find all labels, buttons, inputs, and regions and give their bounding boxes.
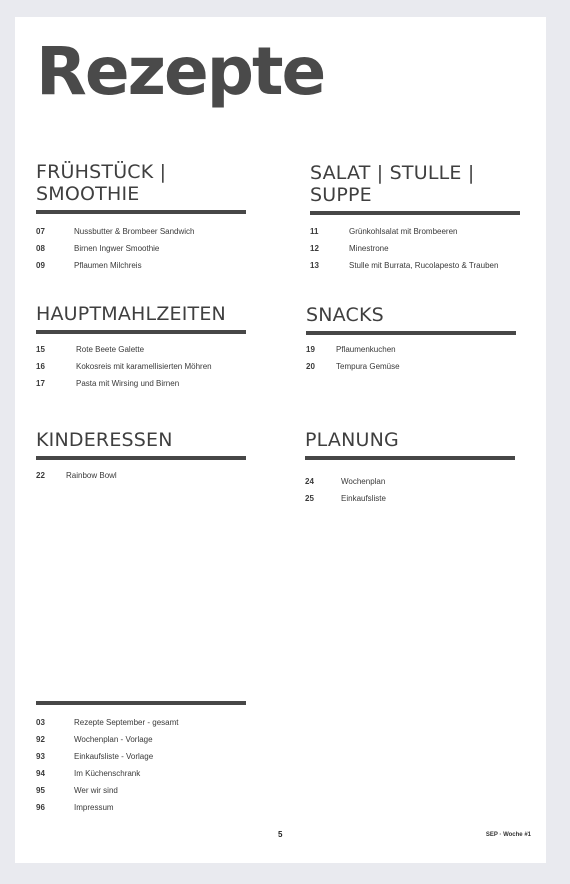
section-rule: [310, 211, 520, 215]
toc-page-number: 92: [36, 735, 45, 744]
section-planung: [305, 429, 515, 507]
toc-page-number: 93: [36, 752, 45, 761]
toc-item-label: Im Küchenschrank: [74, 769, 141, 778]
toc-item-label: Pflaumenkuchen: [336, 345, 396, 354]
toc-item-label: Pflaumen Milchreis: [74, 261, 142, 270]
page-number: 5: [278, 830, 283, 839]
section-heading: SALAT | STULLE | SUPPE: [310, 162, 475, 206]
toc-page-number: 24: [305, 477, 314, 486]
section-salat: [310, 162, 520, 274]
toc-item-label: Rezepte September - gesamt: [74, 718, 179, 727]
section-rule: [36, 701, 246, 705]
section-rule: [36, 330, 246, 334]
toc-item[interactable]: [36, 748, 246, 765]
toc-item[interactable]: [306, 358, 516, 375]
page-title: Rezepte: [36, 33, 325, 110]
toc-item[interactable]: [36, 731, 246, 748]
toc-item[interactable]: [310, 240, 520, 257]
toc-item[interactable]: [36, 341, 246, 358]
section-extras: [36, 701, 246, 816]
toc-item-label: Wochenplan: [341, 477, 386, 486]
toc-item[interactable]: [36, 765, 246, 782]
toc-page-number: 94: [36, 769, 45, 778]
toc-page-number: 03: [36, 718, 45, 727]
toc-page-number: 96: [36, 803, 45, 812]
toc-page-number: 13: [310, 261, 319, 270]
footer-label: SEP · Woche #1: [485, 832, 531, 838]
toc-item-label: Rainbow Bowl: [66, 471, 117, 480]
toc-page-number: 12: [310, 244, 319, 253]
toc-page-number: 22: [36, 471, 45, 480]
toc-page-number: 11: [310, 227, 319, 236]
section-rule: [306, 331, 516, 335]
toc-page-number: 08: [36, 244, 45, 253]
toc-page-number: 95: [36, 786, 45, 795]
section-rule: [36, 456, 246, 460]
toc-item[interactable]: [305, 473, 515, 490]
section-heading: FRÜHSTÜCK | SMOOTHIE: [36, 161, 167, 205]
toc-item[interactable]: [36, 714, 246, 731]
toc-item[interactable]: [306, 341, 516, 358]
section-heading: HAUPTMAHLZEITEN: [36, 303, 226, 325]
toc-item[interactable]: [310, 223, 520, 240]
toc-page-number: 19: [306, 345, 315, 354]
toc-item-label: Grünkohlsalat mit Brombeeren: [349, 227, 458, 236]
toc-item-label: Stulle mit Burrata, Rucolapesto & Trauben: [349, 261, 499, 270]
toc-item-label: Wochenplan - Vorlage: [74, 735, 153, 744]
toc-item[interactable]: [36, 782, 246, 799]
toc-page-number: 16: [36, 362, 45, 371]
toc-page-number: 25: [305, 494, 314, 503]
toc-item-label: Wer wir sind: [74, 786, 118, 795]
toc-item[interactable]: [305, 490, 515, 507]
section-snacks: [306, 304, 516, 375]
toc-item[interactable]: [36, 257, 246, 274]
toc-item-label: Nussbutter & Brombeer Sandwich: [74, 227, 195, 236]
toc-item-label: Einkaufsliste - Vorlage: [74, 752, 154, 761]
toc-item-label: Einkaufsliste: [341, 494, 386, 503]
toc-item-label: Kokosreis mit karamellisierten Möhren: [76, 362, 212, 371]
section-rule: [36, 210, 246, 214]
section-heading: SNACKS: [306, 304, 384, 326]
section-hauptmahlzeiten: [36, 303, 246, 392]
toc-item[interactable]: [36, 467, 246, 484]
toc-page-number: 17: [36, 379, 45, 388]
toc-item-label: Minestrone: [349, 244, 389, 253]
toc-page-number: 09: [36, 261, 45, 270]
toc-item[interactable]: [36, 799, 246, 816]
toc-item[interactable]: [310, 257, 520, 274]
toc-item[interactable]: [36, 240, 246, 257]
section-heading: PLANUNG: [305, 429, 399, 451]
document-page: [15, 17, 546, 863]
section-heading: KINDERESSEN: [36, 429, 173, 451]
toc-page-number: 07: [36, 227, 45, 236]
section-rule: [305, 456, 515, 460]
toc-item-label: Impressum: [74, 803, 114, 812]
toc-item-label: Rote Beete Galette: [76, 345, 145, 354]
section-kinderessen: [36, 429, 246, 484]
toc-page-number: 15: [36, 345, 45, 354]
toc-item-label: Tempura Gemüse: [336, 362, 400, 371]
toc-page-number: 20: [306, 362, 315, 371]
toc-item[interactable]: [36, 358, 246, 375]
toc-item[interactable]: [36, 375, 246, 392]
toc-item[interactable]: [36, 223, 246, 240]
toc-item-label: Birnen Ingwer Smoothie: [74, 244, 160, 253]
toc-item-label: Pasta mit Wirsing und Birnen: [76, 379, 180, 388]
section-fruehstueck: [36, 161, 246, 274]
